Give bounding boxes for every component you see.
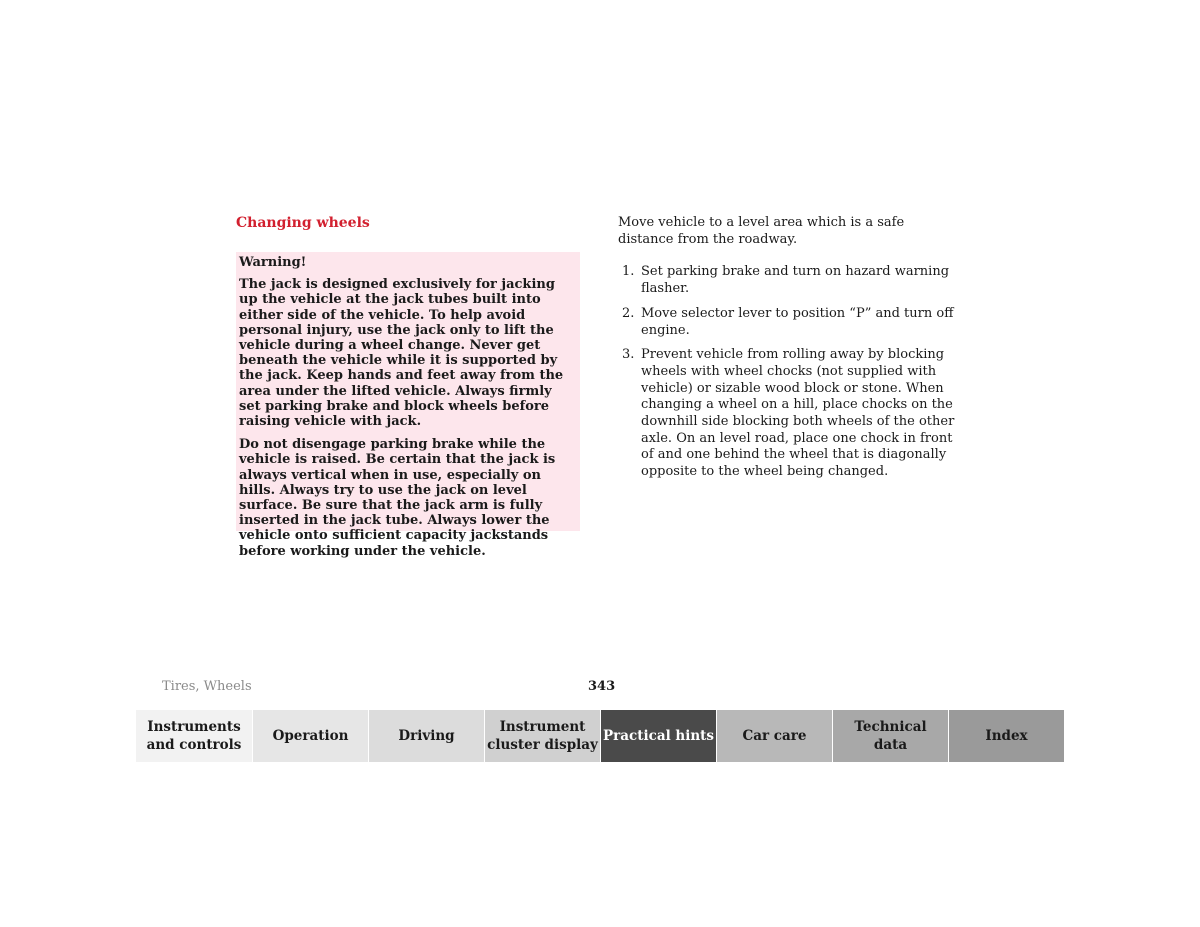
- list-item: [618, 306, 958, 339]
- tab-instruments-and-controls[interactable]: Instruments and controls: [136, 710, 252, 762]
- tab-operation[interactable]: Operation: [252, 710, 368, 762]
- section-title: Changing wheels: [236, 215, 370, 231]
- instructions-column: [618, 215, 958, 489]
- list-item: [618, 264, 958, 297]
- list-item: [618, 347, 958, 481]
- tab-car-care[interactable]: Car care: [716, 710, 832, 762]
- page-number: 343: [588, 679, 616, 694]
- footer-section-name: Tires, Wheels: [162, 679, 252, 694]
- intro-text: Move vehicle to a level area which is a safe distance from the roadway.: [618, 215, 905, 247]
- tab-technical-data[interactable]: Technical data: [832, 710, 948, 762]
- warning-paragraph-1: The jack is designed exclusively for jacking up the vehicle at the jack tubes built into either side of the vehicle. To help avoid personal injury, use the jack only to lift the vehicle during a wheel change. Never get beneath the vehicle while it is supported by the jack. Keep hands and feet away from the area under the lifted vehicle. Always firmly set parking brake and block wheels before raising vehicle with jack.: [239, 277, 564, 430]
- chapter-nav: [136, 710, 1064, 762]
- warning-paragraph-2: Do not disengage parking brake while the vehicle is raised. Be certain that the jack is always vertical when in use, especially on hills. Always try to use the jack on level surface. Be sure that the jack arm is fully inserted in the jack tube. Always lower the vehicle onto sufficient capacity jackstands before working under the vehicle.: [239, 437, 556, 559]
- step-text: Prevent vehicle from rolling away by blocking wheels with wheel chocks (not supplied with vehicle) or sizable wood block or stone. When changing a wheel on a hill, place chocks on the downhill side blocking both wheels of the other axle. On an level road, place one chock in front of and one behind the wheel that is diagonally opposite to the wheel being changed.: [641, 347, 955, 480]
- step-number: 3.: [622, 347, 635, 363]
- step-number: 2.: [622, 305, 635, 321]
- tab-practical-hints[interactable]: Practical hints: [600, 710, 716, 762]
- warning-title: Warning!: [239, 255, 307, 270]
- tab-driving[interactable]: Driving: [368, 710, 484, 762]
- step-text: Move selector lever to position “P” and turn off engine.: [641, 305, 954, 338]
- step-number: 1.: [622, 264, 635, 280]
- warning-box: [236, 252, 580, 559]
- steps-list: [618, 264, 958, 480]
- tab-index[interactable]: Index: [948, 710, 1064, 762]
- step-text: Set parking brake and turn on hazard warning flasher.: [641, 264, 950, 297]
- tab-instrument-cluster-display[interactable]: Instrument cluster display: [484, 710, 600, 762]
